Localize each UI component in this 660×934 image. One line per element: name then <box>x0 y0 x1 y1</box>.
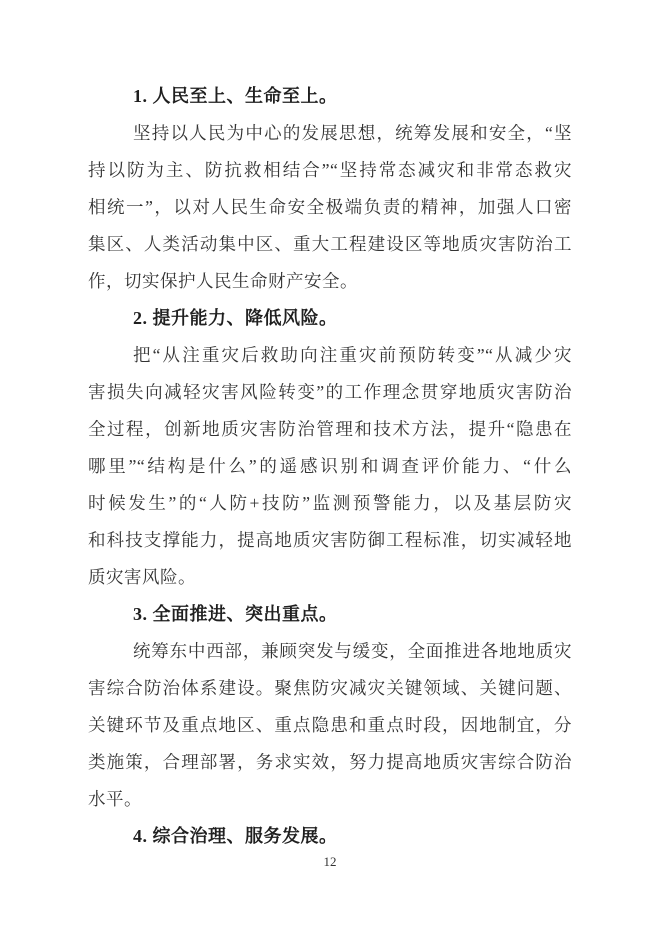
body-line: 坚持以人民为中心的发展思想，统筹发展和安全，“坚 <box>133 123 572 143</box>
body-line: 和科技支撑能力，提高地质灾害防御工程标准，切实减轻地 <box>88 530 572 550</box>
body-line: 集区、人类活动集中区、重大工程建设区等地质灾害防治工 <box>88 234 572 254</box>
heading-line: 3. 全面推进、突出重点。 <box>133 604 338 624</box>
page-number: 12 <box>323 854 337 869</box>
heading-line: 2. 提升能力、降低风险。 <box>133 308 338 328</box>
body-line: 相统一”，以对人民生命安全极端负责的精神，加强人口密 <box>88 197 572 217</box>
body-line: 统筹东中西部，兼顾突发与缓变，全面推进各地地质灾 <box>133 641 572 661</box>
body-line: 关键环节及重点地区、重点隐患和重点时段，因地制宜，分 <box>88 715 572 735</box>
body-line: 哪里”“结构是什么”的遥感识别和调查评价能力、“什么 <box>88 456 572 476</box>
heading-line: 4. 综合治理、服务发展。 <box>133 826 338 846</box>
body-line: 持以防为主、防抗救相结合”“坚持常态减灾和非常态救灾 <box>88 160 572 180</box>
body-line: 害损失向减轻灾害风险转变”的工作理念贯穿地质灾害防治 <box>88 382 572 402</box>
body-line: 全过程，创新地质灾害防治管理和技术方法，提升“隐患在 <box>88 419 572 439</box>
body-line: 把“从注重灾后救助向注重灾前预防转变”“从减少灾 <box>133 345 572 365</box>
body-line: 害综合防治体系建设。聚焦防灾减灾关键领域、关键问题、 <box>88 678 572 698</box>
body-line: 类施策，合理部署，务求实效，努力提高地质灾害综合防治 <box>88 752 572 772</box>
body-line: 作，切实保护人民生命财产安全。 <box>88 271 358 291</box>
document-body <box>88 78 572 855</box>
body-line: 时候发生”的“人防+技防”监测预警能力，以及基层防灾 <box>88 493 572 513</box>
body-line: 水平。 <box>88 789 142 809</box>
body-line: 质灾害风险。 <box>88 567 196 587</box>
heading-line: 1. 人民至上、生命至上。 <box>133 86 338 106</box>
